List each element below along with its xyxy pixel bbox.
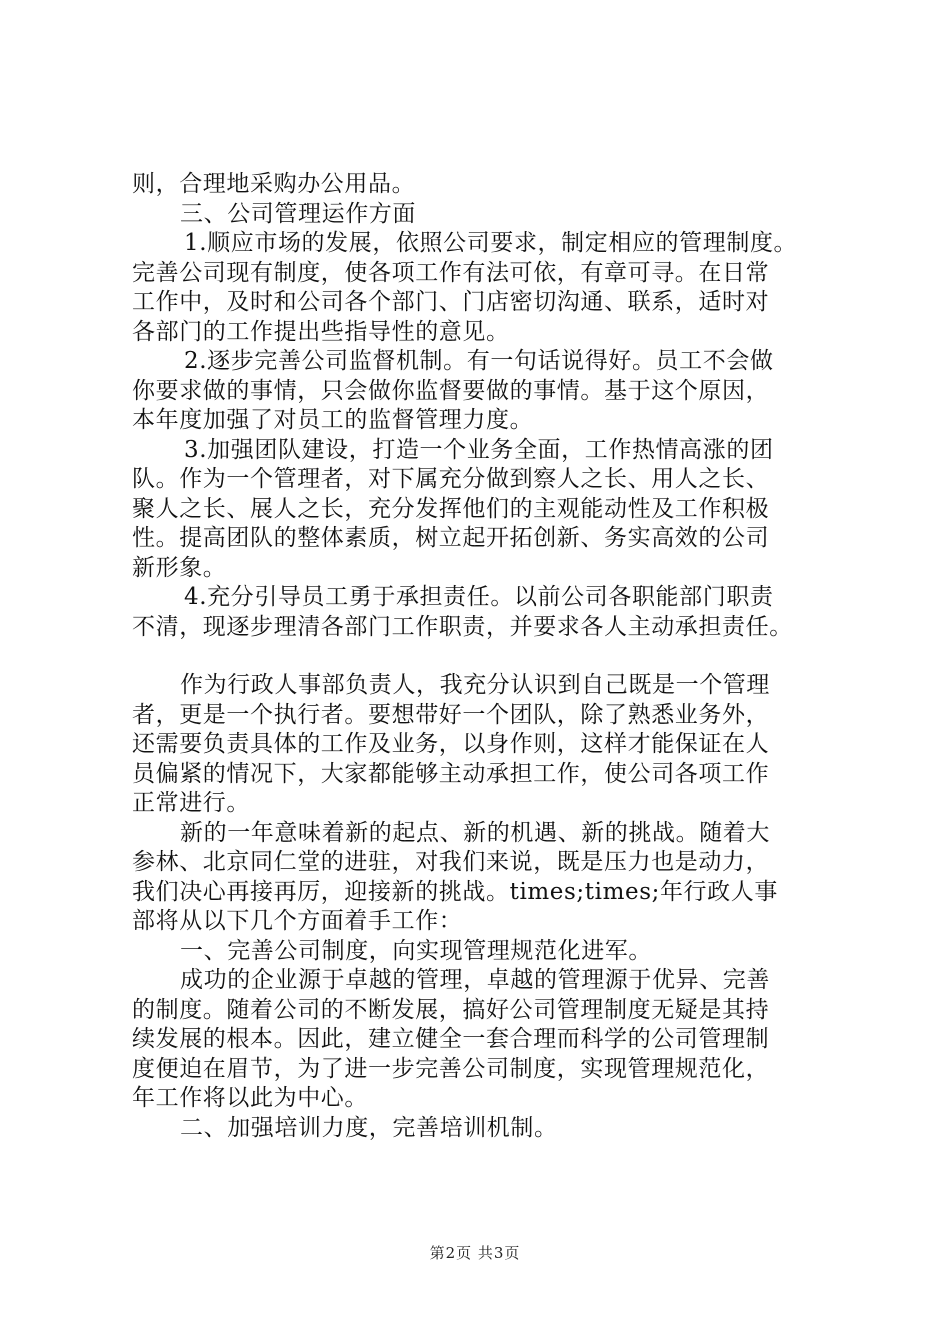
text-line: 正常进行。: [132, 790, 250, 816]
text-line: 年工作将以此为中心。: [132, 1085, 368, 1111]
section-heading: 三、公司管理运作方面: [180, 200, 416, 227]
paragraph-gap: [132, 642, 832, 671]
section-heading: 一、完善公司制度，向实现管理规范化进军。: [180, 937, 652, 964]
text-line: 员偏紧的情况下，大家都能够主动承担工作，使公司各项工作: [132, 760, 770, 787]
text-line: 新形象。: [132, 554, 227, 581]
text-line: 的制度。随着公司的不断发展，搞好公司管理制度无疑是其持: [132, 996, 770, 1023]
text-line: 续发展的根本。因此，建立健全一套合理而科学的公司管理制: [132, 1026, 770, 1052]
text-line: 者，更是一个执行者。要想带好一个团队，除了熟悉业务外，: [132, 701, 770, 728]
page-footer: 第2页 共3页: [429, 1244, 521, 1262]
text-line: 新的一年意味着新的起点、新的机遇、新的挑战。随着大: [180, 819, 770, 846]
text-line: 还需要负责具体的工作及业务，以身作则，这样才能保证在人: [132, 731, 770, 757]
document-body: [132, 170, 832, 1143]
text-line: 2.逐步完善公司监督机制。有一句话说得好。员工不会做: [184, 348, 774, 374]
text-line: 部将从以下几个方面着手工作：: [132, 908, 463, 934]
text-line: 聚人之长、展人之长，充分发挥他们的主观能动性及工作积极: [132, 495, 770, 522]
text-line: 性。提高团队的整体素质，树立起开拓创新、务实高效的公司: [132, 525, 770, 551]
text-line: 完善公司现有制度，使各项工作有法可依，有章可寻。在日常: [132, 259, 770, 286]
section-heading: 二、加强培训力度，完善培训机制。: [180, 1114, 558, 1141]
text-line: 成功的企业源于卓越的管理，卓越的管理源于优异、完善: [180, 967, 770, 993]
text-line: 你要求做的事情，只会做你监督要做的事情。基于这个原因，: [132, 377, 770, 404]
text-line: 1.顺应市场的发展，依照公司要求，制定相应的管理制度。: [184, 230, 798, 256]
text-line: 4.充分引导员工勇于承担责任。以前公司各职能部门职责: [184, 584, 774, 610]
text-line: 度便迫在眉节，为了进一步完善公司制度，实现管理规范化，: [132, 1055, 770, 1082]
text-line: 则，合理地采购办公用品。: [132, 171, 416, 197]
text-line: 3.加强团队建设，打造一个业务全面，工作热情高涨的团: [184, 436, 774, 463]
text-line: 工作中，及时和公司各个部门、门店密切沟通、联系，适时对: [132, 289, 770, 315]
text-line: 本年度加强了对员工的监督管理力度。: [132, 407, 534, 433]
text-line: 参林、北京同仁堂的进驻，对我们来说，既是压力也是动力，: [132, 849, 770, 875]
text-line: 作为行政人事部负责人，我充分认识到自己既是一个管理: [180, 672, 770, 698]
text-line: 各部门的工作提出些指导性的意见。: [132, 318, 510, 345]
text-line: 不清，现逐步理清各部门工作职责，并要求各人主动承担责任。: [132, 613, 793, 640]
text-line: 队。作为一个管理者，对下属充分做到察人之长、用人之长、: [132, 466, 770, 492]
text-line: 我们决心再接再厉，迎接新的挑战。times;times;年行政人事: [132, 878, 778, 905]
